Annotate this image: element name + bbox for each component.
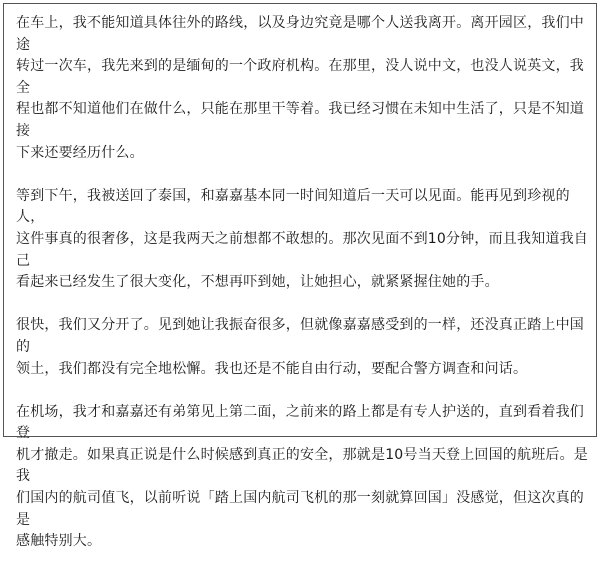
paragraph-2 xyxy=(16,186,588,294)
paragraph-line: 们国内的航司值飞，以前听说「踏上国内航司飞机的那一刻就算回国」没感觉，但这次真的是 xyxy=(16,490,584,528)
paragraph-line: 下来还要经历什么。 xyxy=(16,144,144,161)
paragraph-line: 程也都不知道他们在做什么，只能在那里干等着。我已经习惯在未知中生活了，只是不知道接 xyxy=(16,101,584,139)
paragraph-line: 看起来已经发生了很大变化，不想再吓到她，让她担心，就紧紧握住她的手。 xyxy=(16,274,499,291)
paragraph-4 xyxy=(16,402,588,553)
paragraph-3 xyxy=(16,315,588,380)
paragraph-line: 很快，我们又分开了。见到她让我振奋很多，但就像嘉嘉感受到的一样，还没真正踏上中国的 xyxy=(16,317,584,355)
paragraph-line: 领土，我们都没有完全地松懈。我也还是不能自由行动，要配合警方调查和问话。 xyxy=(16,360,528,377)
paragraph-line: 在机场，我才和嘉嘉还有弟第见上第二面，之前来的路上都是有专人护送的，直到看着我们登 xyxy=(16,403,584,442)
paragraph-line: 等到下午，我被送回了泰国，和嘉嘉基本同一时间知道后一天可以见面。能再见到珍视的人， xyxy=(16,187,570,226)
paragraph-line: 机才撤走。如果真正说是什么时候感到真正的安全，那就是10号当天登上回国的航班后。是我 xyxy=(16,446,589,485)
article-body xyxy=(16,13,588,574)
paragraph-line: 这件事真的很奢侈，这是我两天之前想都不敢想的。那次见面不到10分钟，而且我知道我自己 xyxy=(16,230,589,269)
paragraph-line: 在车上，我不能知道具体往外的路线，以及身边究竟是哪个人送我离开。离开园区，我们中途 xyxy=(16,15,584,53)
paragraph-1 xyxy=(16,13,588,164)
paragraph-line: 感触特别大。 xyxy=(16,533,102,550)
article-frame xyxy=(3,3,597,550)
paragraph-line: 转过一次车，我先来到的是缅甸的一个政府机构。在那里，没人说中文，也没人说英文，我全 xyxy=(16,58,584,96)
